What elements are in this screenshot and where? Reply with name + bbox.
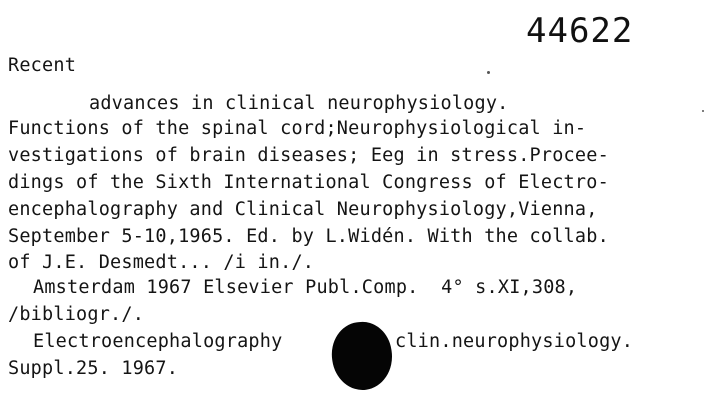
accession-number: 44622 [526,11,634,51]
card-line-imprint: Amsterdam 1967 Elsevier Publ.Comp. 4° s.XI,308, [33,277,578,298]
card-line-bibliography: /bibliogr./. [8,304,145,325]
card-line-series-left: Electroencephalography [33,331,283,352]
card-line-3: Functions of the spinal cord;Neurophysiological in- [8,118,587,139]
paper-speck [487,71,490,74]
card-line-title: advances in clinical neurophysiology. [89,93,509,114]
card-line-series-right: clin.neurophysiology. [395,331,634,352]
punched-hole [328,318,397,394]
card-line-6: encephalography and Clinical Neurophysiology,Vienna, [8,199,598,220]
card-line-7: September 5-10,1965. Ed. by L.Widén. With the collab. [8,226,609,247]
card-line-8: of J.E. Desmedt... /i in./. [8,252,315,273]
paper-speck [702,110,704,112]
card-line-supplement: Suppl.25. 1967. [8,358,179,379]
card-line-heading: Recent [8,55,77,76]
card-line-5: dings of the Sixth International Congress of Electro- [8,172,609,193]
card-line-4: vestigations of brain diseases; Eeg in stress.Procee- [8,145,609,166]
